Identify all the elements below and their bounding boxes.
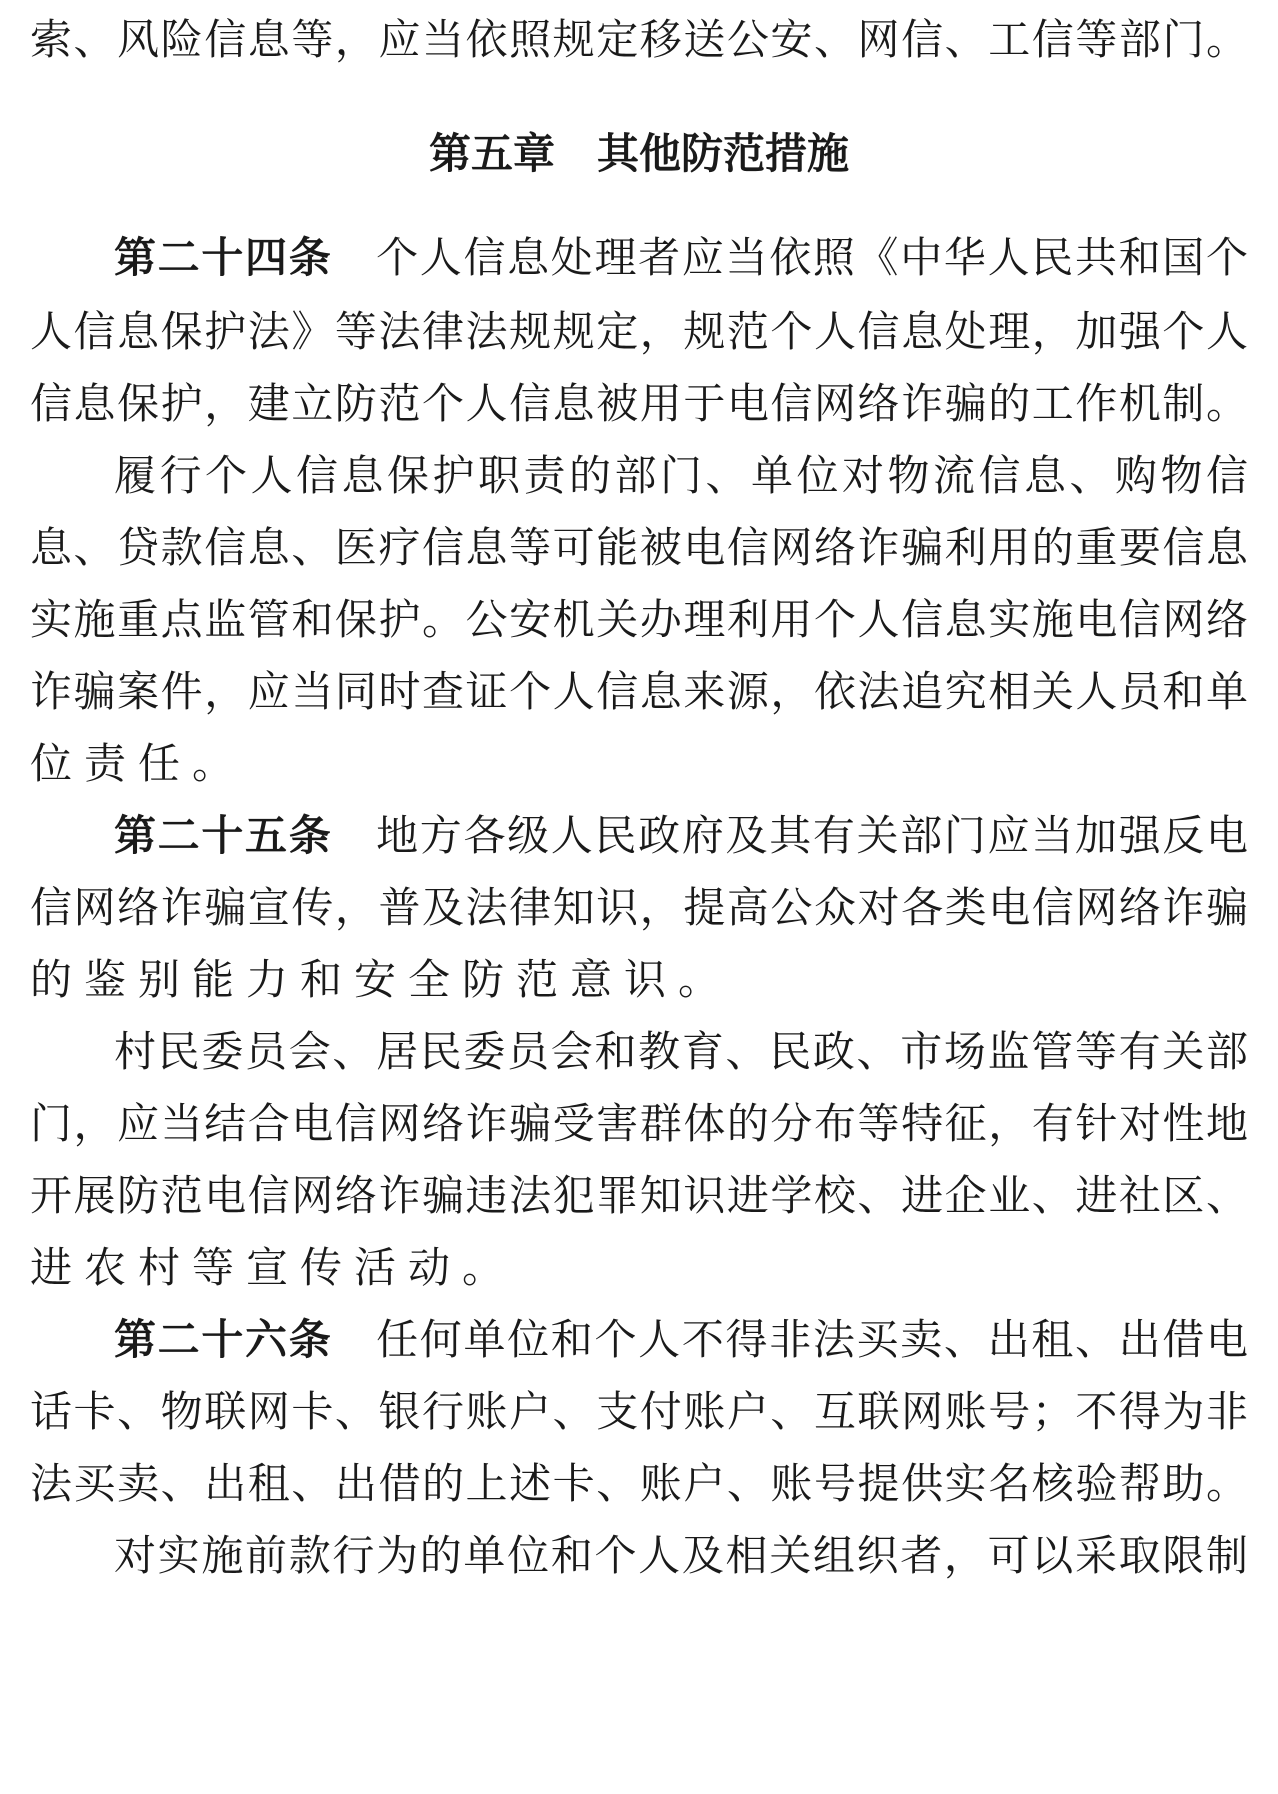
article-25-label: 第二十五条 <box>114 811 333 860</box>
paragraph-line: 人信息保护法》等法律法规规定，规范个人信息处理，加强个人 <box>30 307 1248 356</box>
article-26-first-line <box>114 1314 1248 1366</box>
paragraph-line: 位责任。 <box>30 739 247 788</box>
paragraph-line: 开展防范电信网络诈骗违法犯罪知识进学校、进企业、进社区、 <box>30 1171 1248 1220</box>
article-26-text: 任何单位和个人不得非法买卖、出租、出借电 <box>374 1315 1248 1364</box>
paragraph-line: 息、贷款信息、医疗信息等可能被电信网络诈骗利用的重要信息 <box>30 523 1248 572</box>
paragraph-line: 实施重点监管和保护。公安机关办理利用个人信息实施电信网络 <box>30 595 1248 644</box>
paragraph-line: 索、风险信息等，应当依照规定移送公安、网信、工信等部门。 <box>30 15 1248 64</box>
paragraph-line: 进农村等宣传活动。 <box>30 1243 517 1292</box>
article-25-text: 地方各级人民政府及其有关部门应当加强反电 <box>374 811 1248 860</box>
paragraph-line: 信息保护，建立防范个人信息被用于电信网络诈骗的工作机制。 <box>30 379 1248 428</box>
article-24-text: 个人信息处理者应当依照《中华人民共和国个 <box>374 233 1248 282</box>
paragraph-line: 话卡、物联网卡、银行账户、支付账户、互联网账号；不得为非 <box>30 1387 1248 1436</box>
article-24-first-line <box>114 232 1248 284</box>
paragraph-line: 门，应当结合电信网络诈骗受害群体的分布等特征，有针对性地 <box>30 1099 1248 1148</box>
paragraph-line: 的鉴别能力和安全防范意识。 <box>30 955 733 1004</box>
paragraph-line: 履行个人信息保护职责的部门、单位对物流信息、购物信 <box>114 451 1248 500</box>
chapter-heading: 第五章 其他防范措施 <box>428 129 849 178</box>
article-26-label: 第二十六条 <box>114 1315 333 1364</box>
paragraph-line: 信网络诈骗宣传，普及法律知识，提高公众对各类电信网络诈骗 <box>30 883 1248 932</box>
paragraph-line: 村民委员会、居民委员会和教育、民政、市场监管等有关部 <box>114 1027 1248 1076</box>
paragraph-line: 对实施前款行为的单位和个人及相关组织者，可以采取限制 <box>114 1531 1248 1580</box>
article-25-first-line <box>114 810 1248 862</box>
article-24-label: 第二十四条 <box>114 233 333 282</box>
paragraph-line: 诈骗案件，应当同时查证个人信息来源，依法追究相关人员和单 <box>30 667 1248 716</box>
paragraph-line: 法买卖、出租、出借的上述卡、账户、账号提供实名核验帮助。 <box>30 1459 1248 1508</box>
